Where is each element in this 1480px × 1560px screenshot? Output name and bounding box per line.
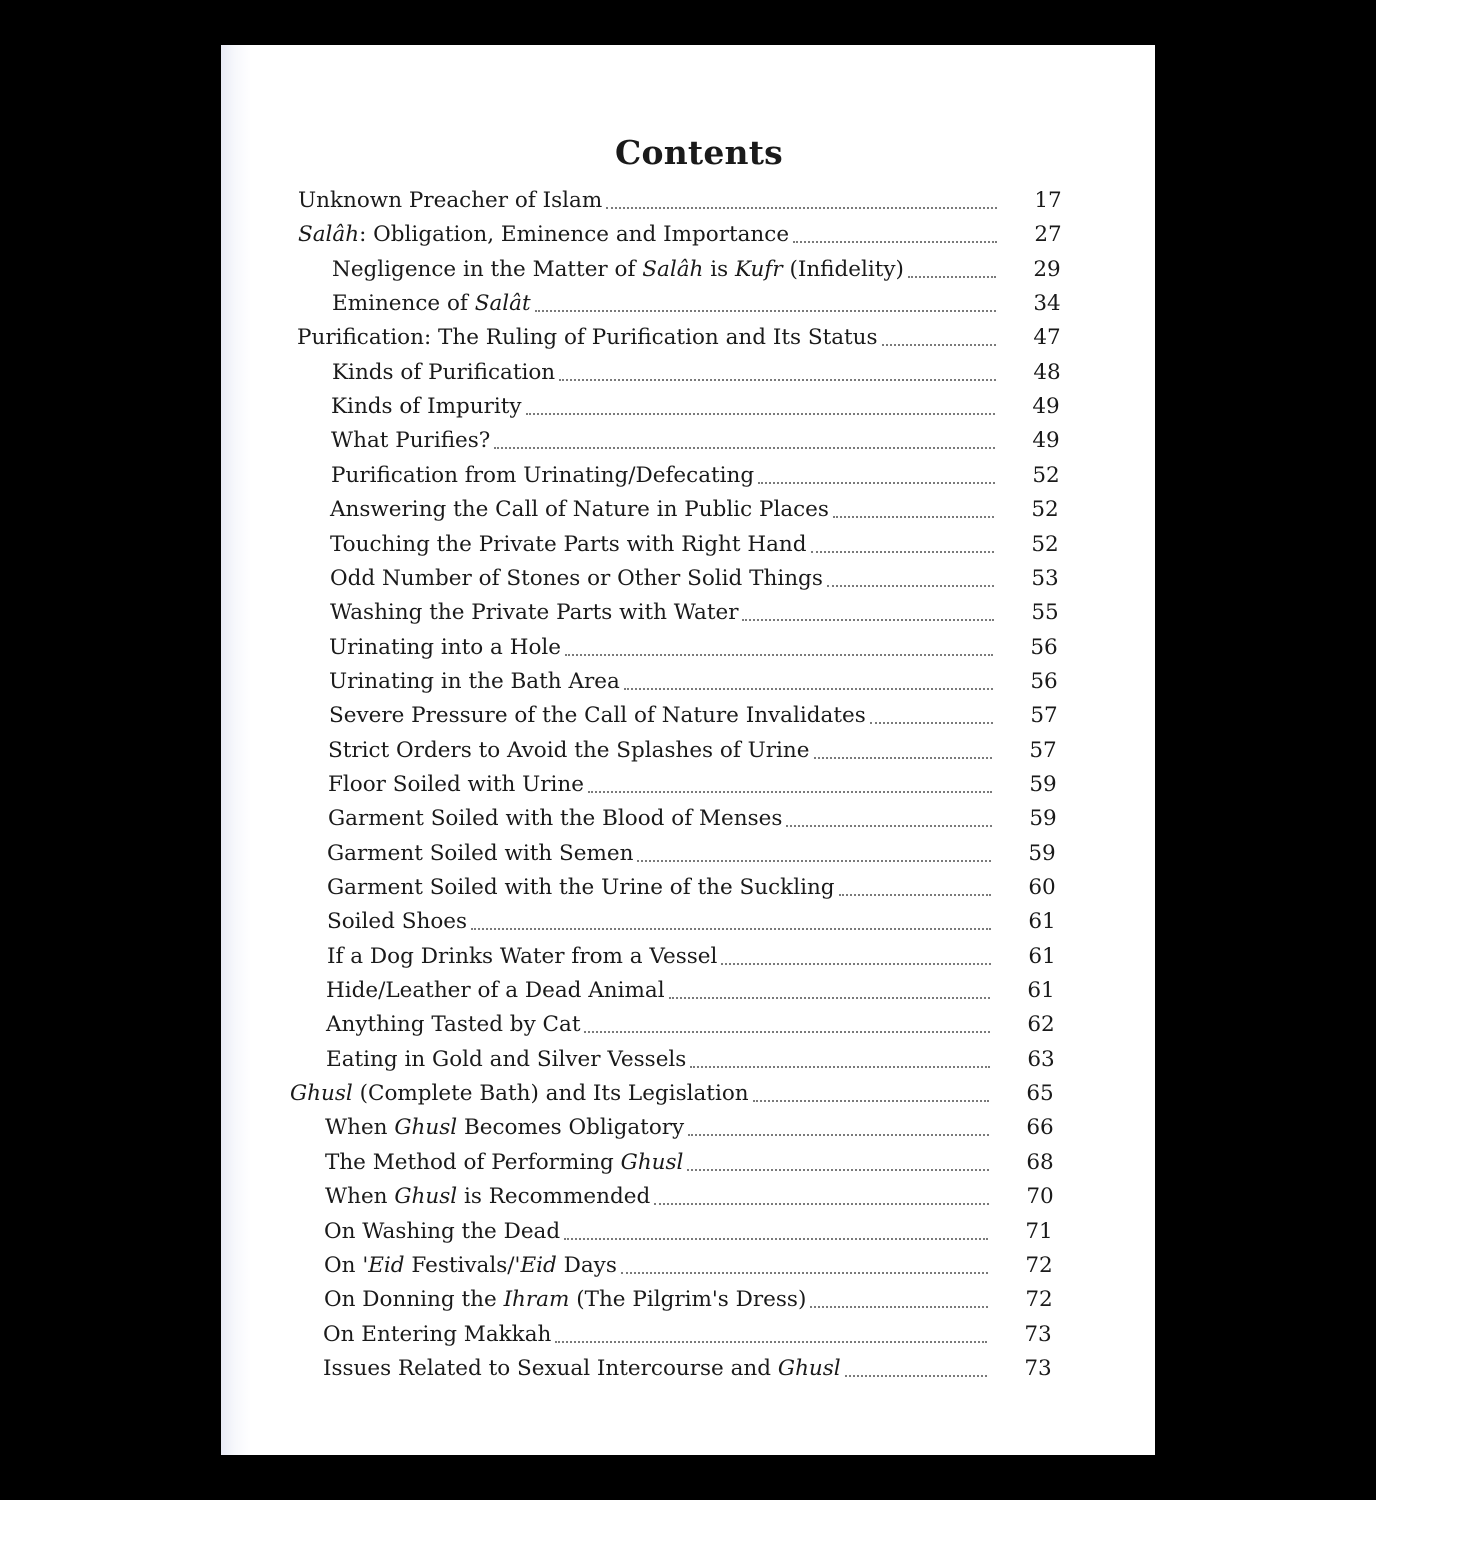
dot-leader (494, 447, 995, 449)
toc-entry-title (324, 1249, 617, 1283)
toc-entry-title (330, 493, 829, 527)
dot-leader (690, 1066, 990, 1068)
toc-page-number: 59 (1029, 772, 1057, 797)
toc-title-segment: Hide/Leather of a Dead Animal (326, 978, 665, 1003)
toc-title-italic-segment: Ghusl (290, 1081, 353, 1106)
toc-entry (332, 287, 998, 321)
dot-leader (814, 757, 993, 759)
toc-page-number: 49 (1032, 428, 1060, 453)
toc-title-italic-segment: 'Eid (362, 1253, 405, 1278)
toc-entry-title (332, 287, 531, 321)
toc-title-segment: Floor Soiled with Urine (328, 772, 584, 797)
toc-entry-title (297, 321, 878, 355)
toc-page-number: 52 (1031, 497, 1059, 522)
toc-entry (331, 459, 997, 493)
toc-title-segment: Soiled Shoes (327, 909, 468, 934)
toc-page-number: 57 (1030, 703, 1058, 728)
toc-title-segment: Purification: The Ruling of Purification and Its Status (297, 325, 878, 350)
toc-page-number: 27 (1034, 222, 1062, 247)
toc-title-segment: What Purifies? (331, 428, 491, 453)
toc-entry (326, 1043, 992, 1077)
toc-page-number: 72 (1025, 1253, 1053, 1278)
toc-title-segment: On Donning the (324, 1287, 504, 1312)
toc-entry-title (326, 1008, 580, 1042)
dot-leader (588, 791, 992, 793)
toc-entry-title (330, 562, 823, 596)
toc-entry (326, 1008, 992, 1042)
toc-page-number: 73 (1024, 1322, 1052, 1347)
toc-entry-title (328, 734, 810, 768)
toc-entry (323, 1352, 989, 1386)
dot-leader (810, 1306, 988, 1308)
toc-title-segment: On (324, 1253, 363, 1278)
toc-entry (324, 1249, 990, 1283)
toc-title-segment: Garment Soiled with the Urine of the Suckling (327, 875, 835, 900)
toc-page-number: 72 (1025, 1287, 1053, 1312)
toc-entry (326, 974, 992, 1008)
toc-title-italic-segment: Salât (474, 291, 531, 316)
toc-title-italic-segment: Salâh (298, 222, 360, 247)
toc-entry (331, 390, 997, 424)
toc-title-segment: When (325, 1115, 395, 1140)
toc-entry (329, 665, 995, 699)
toc-page-number: 66 (1026, 1115, 1054, 1140)
toc-entry (332, 356, 998, 390)
toc-page-number: 56 (1030, 635, 1058, 660)
dot-leader (669, 997, 990, 999)
dot-leader (624, 688, 993, 690)
dot-leader (559, 379, 996, 381)
dot-leader (471, 928, 991, 930)
toc-entry-title (298, 218, 789, 252)
toc-title-segment: Festivals/ (404, 1253, 515, 1278)
toc-page-number: 73 (1024, 1356, 1052, 1381)
toc-entry (297, 321, 998, 355)
dot-leader (908, 276, 996, 278)
toc-entry (327, 871, 993, 905)
toc-page-number: 59 (1028, 841, 1056, 866)
dot-leader (687, 1169, 989, 1171)
toc-title-segment: is Recommended (457, 1184, 651, 1209)
toc-entry-title (331, 459, 754, 493)
dot-leader (555, 1341, 987, 1343)
dot-leader (845, 1375, 987, 1377)
toc-page-number: 49 (1032, 394, 1060, 419)
toc-title-segment: Touching the Private Parts with Right Hand (330, 532, 807, 557)
toc-title-segment: Strict Orders to Avoid the Splashes of Urine (328, 738, 810, 763)
toc-entry (298, 218, 999, 252)
dot-leader (721, 963, 991, 965)
toc-page-number: 55 (1031, 600, 1059, 625)
toc-title-italic-segment: 'Eid (514, 1253, 557, 1278)
toc-title-segment: Kinds of Impurity (331, 394, 522, 419)
toc-title-segment: On Washing the Dead (324, 1219, 561, 1244)
toc-entry-title (331, 390, 522, 424)
dot-leader (793, 241, 997, 243)
dot-leader (882, 344, 996, 346)
dot-leader (758, 482, 995, 484)
toc-title-segment: Unknown Preacher of Islam (298, 188, 603, 213)
dot-leader (811, 551, 994, 553)
dot-leader (606, 207, 997, 209)
toc-page-number: 61 (1028, 909, 1056, 934)
dot-leader (564, 1238, 988, 1240)
toc-entry-title (298, 184, 602, 218)
toc-page-number: 34 (1033, 291, 1061, 316)
toc-entry-title (323, 1352, 841, 1386)
toc-page-number: 52 (1032, 463, 1060, 488)
dot-leader (753, 1100, 989, 1102)
toc-entry (324, 1215, 990, 1249)
toc-entry (298, 184, 999, 218)
toc-entry (328, 734, 994, 768)
toc-entry (327, 837, 993, 871)
toc-title-segment: Washing the Private Parts with Water (330, 600, 739, 625)
toc-title-segment: If a Dog Drinks Water from a Vessel (327, 944, 718, 969)
toc-entry-title (330, 528, 807, 562)
toc-title-segment: Eminence of (332, 291, 475, 316)
toc-entry (331, 424, 997, 458)
toc-title-segment: Odd Number of Stones or Other Solid Things (330, 566, 823, 591)
toc-title-segment: Purification from Urinating/Defecating (331, 463, 755, 488)
toc-page-number: 59 (1029, 806, 1057, 831)
toc-title-segment: When (325, 1184, 395, 1209)
toc-title-italic-segment: Ihram (503, 1287, 570, 1312)
dot-leader (833, 516, 994, 518)
toc-title-segment: Garment Soiled with Semen (327, 841, 634, 866)
toc-entry-title (332, 356, 555, 390)
toc-title-segment: Issues Related to Sexual Intercourse and (323, 1356, 778, 1381)
toc-title-italic-segment: Ghusl (394, 1184, 458, 1209)
toc-page-number: 52 (1031, 532, 1059, 557)
toc-page-number: 62 (1027, 1012, 1055, 1037)
toc-title-segment: On Entering Makkah (323, 1322, 552, 1347)
toc-page-number: 71 (1025, 1219, 1053, 1244)
toc-entry-title (327, 940, 717, 974)
toc-entry (324, 1283, 990, 1317)
toc-entry (325, 1146, 991, 1180)
toc-title-segment: is (703, 257, 735, 282)
toc-page-number: 56 (1030, 669, 1058, 694)
toc-entry (330, 596, 996, 630)
toc-page-number: 60 (1028, 875, 1056, 900)
toc-page-number: 65 (1026, 1081, 1054, 1106)
toc-entry (323, 1318, 989, 1352)
toc-page-number: 70 (1026, 1184, 1054, 1209)
toc-entry-title (329, 699, 866, 733)
toc-entry-title (324, 1283, 806, 1317)
toc-entry-title (324, 1215, 560, 1249)
dot-leader (637, 860, 991, 862)
toc-entry-title (325, 1180, 650, 1214)
toc-page-number: 61 (1028, 944, 1056, 969)
toc-entry-title (326, 974, 665, 1008)
dot-leader (688, 1134, 989, 1136)
dot-leader (565, 654, 993, 656)
toc-entry (329, 631, 995, 665)
toc-entry (329, 699, 995, 733)
toc-entry-title (325, 1146, 683, 1180)
dot-leader (584, 1031, 990, 1033)
toc-title-segment: Urinating into a Hole (329, 635, 561, 660)
toc-title-italic-segment: Salâh (642, 257, 704, 282)
toc-page-number: 17 (1034, 188, 1062, 213)
toc-title-segment: Kinds of Purification (332, 360, 556, 385)
toc-title-segment: Eating in Gold and Silver Vessels (326, 1047, 687, 1072)
toc-page-number: 53 (1031, 566, 1059, 591)
toc-title-segment: Negligence in the Matter of (332, 257, 643, 282)
dot-leader (839, 894, 991, 896)
toc-title-segment: Becomes Obligatory (457, 1115, 685, 1140)
dot-leader (654, 1203, 989, 1205)
toc-title-italic-segment: Kufr (734, 257, 783, 282)
toc-title-italic-segment: Ghusl (620, 1150, 684, 1175)
dot-leader (742, 619, 994, 621)
toc-entry (290, 1077, 991, 1111)
toc-entry (327, 905, 993, 939)
toc-entry-title (328, 768, 584, 802)
toc-entry-title (327, 837, 633, 871)
dot-leader (827, 585, 994, 587)
toc-entry (327, 940, 993, 974)
dot-leader (786, 825, 992, 827)
toc-page-number: 68 (1026, 1150, 1054, 1175)
toc-entry-title (323, 1318, 551, 1352)
toc-title-segment: (The Pilgrim's Dress) (569, 1287, 807, 1312)
toc-title-segment: : Obligation, Eminence and Importance (359, 222, 790, 247)
book-page (221, 45, 1155, 1455)
toc-title-segment: Garment Soiled with the Blood of Menses (328, 806, 783, 831)
toc-page-number: 29 (1033, 257, 1061, 282)
toc-page-number: 61 (1027, 978, 1055, 1003)
toc-entry-title (290, 1077, 749, 1111)
toc-title-segment: (Infidelity) (782, 257, 904, 282)
toc-entry (328, 802, 994, 836)
toc-entry-title (329, 631, 561, 665)
toc-entry-title (330, 596, 738, 630)
page-title: Contents (615, 133, 783, 172)
toc-entry-title (331, 424, 490, 458)
toc-entry (332, 253, 998, 287)
toc-entry-title (327, 871, 835, 905)
toc-entry-title (327, 905, 467, 939)
toc-entry (325, 1180, 991, 1214)
toc-title-segment: Days (556, 1253, 617, 1278)
toc-entry-title (328, 802, 782, 836)
toc-entry (330, 562, 996, 596)
dot-leader (526, 413, 995, 415)
toc-page-number: 47 (1033, 325, 1061, 350)
toc-title-segment: (Complete Bath) and Its Legislation (352, 1081, 749, 1106)
toc-entry (328, 768, 994, 802)
dot-leader (535, 310, 996, 312)
toc-title-italic-segment: Ghusl (394, 1115, 458, 1140)
toc-entry (330, 493, 996, 527)
toc-entry-title (329, 665, 620, 699)
toc-title-segment: Anything Tasted by Cat (326, 1012, 581, 1037)
dot-leader (870, 722, 993, 724)
toc-title-segment: Severe Pressure of the Call of Nature Invalidates (329, 703, 866, 728)
toc-entry-title (326, 1043, 686, 1077)
toc-page-number: 57 (1029, 738, 1057, 763)
toc-title-segment: Urinating in the Bath Area (329, 669, 620, 694)
toc-entry (330, 528, 996, 562)
toc-title-segment: Answering the Call of Nature in Public Places (330, 497, 829, 522)
toc-title-segment: The Method of Performing (325, 1150, 621, 1175)
dot-leader (621, 1272, 988, 1274)
toc-title-italic-segment: Ghusl (777, 1356, 841, 1381)
toc-entry-title (325, 1111, 684, 1145)
toc-entry (325, 1111, 991, 1145)
toc-page-number: 63 (1027, 1047, 1055, 1072)
toc-page-number: 48 (1033, 360, 1061, 385)
toc-entry-title (332, 253, 904, 287)
